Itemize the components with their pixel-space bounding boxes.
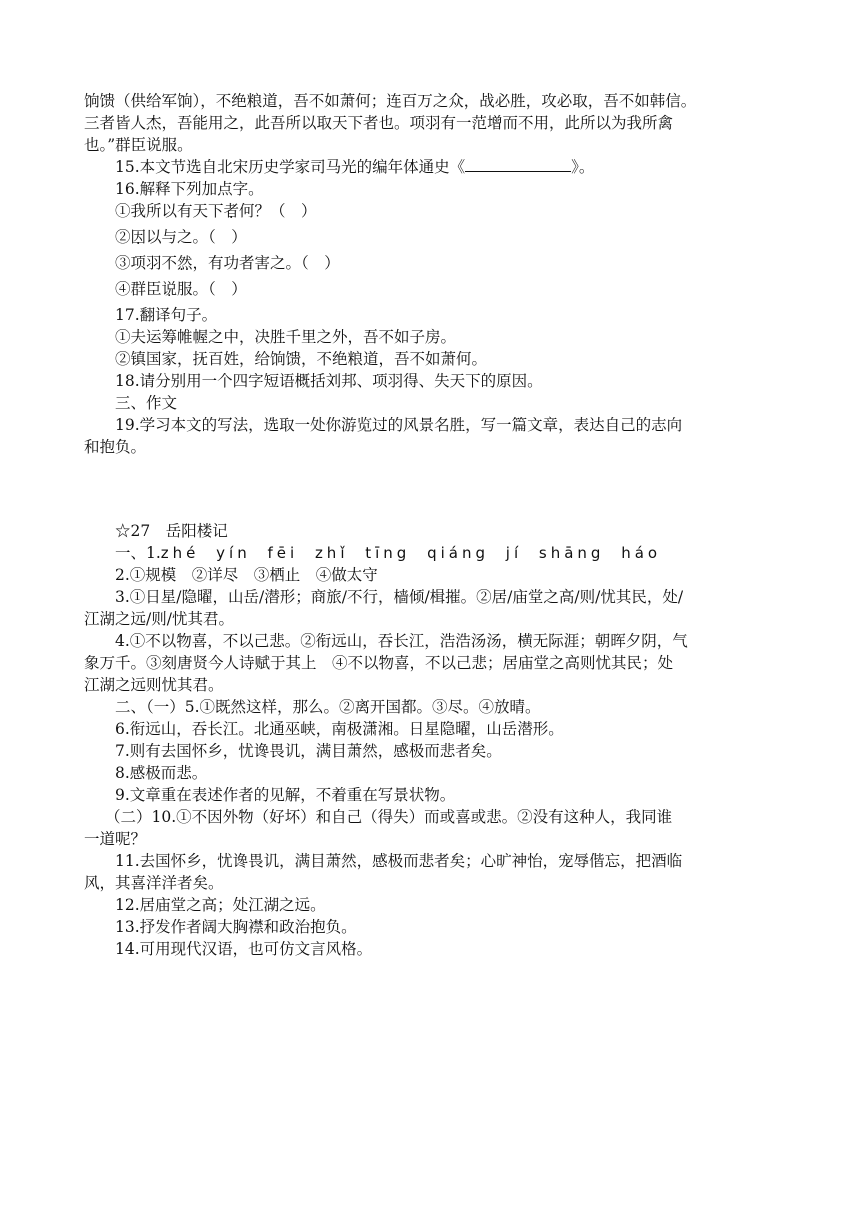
answer-9: 9.文章重在表述作者的见解，不着重在写景状物。: [115, 786, 456, 804]
dotted-char: 说: [161, 280, 178, 298]
answer-5: 二、（一）5.①既然这样，那么。②离开国都。③尽。④放晴。: [115, 698, 541, 716]
question-16-item-3: ③项羽不然 ··，有功者害之。（ ）: [84, 252, 776, 274]
answer-3: 3.①日星/隐曜，山岳/潜形；商旅/不行，樯倾/楫摧。②居/庙堂之高/则/忧其民，处/: [115, 588, 684, 606]
answer-4-cont: 江湖之远则忧其君。: [84, 676, 224, 694]
question-17: 17.翻译句子。: [115, 306, 218, 324]
answer-6: 6.衔远山，吞长江。北通巫峡，南极潇湘。日星隐曜，山岳潜形。: [115, 720, 564, 738]
question-16-item-1: ①我所以有天下者何？（ ）: [115, 202, 317, 220]
question-16: 16.解释下列加点字。: [115, 180, 264, 198]
question-17-item-1: ①夫运筹帷幄之中，决胜千里之外，吾不如子房。: [115, 328, 457, 346]
document-page: [84, 90, 776, 960]
answer-4-cont: 象万千。③刻唐贤今人诗赋于其上 ④不以物喜，不以己悲；居庙堂之高则忧其民；处: [84, 654, 674, 672]
part-3-heading: 三、作文: [115, 394, 178, 412]
passage-line: 也。”群臣说服。: [84, 136, 193, 154]
answer-1: 一、1.zhé yín fēi zhǐ tīng qiáng jí shāng háo: [115, 544, 662, 562]
answer-3-cont: 江湖之远/则/忧其君。: [84, 610, 234, 628]
answer-7: 7.则有去国怀乡，忧谗畏讥，满目萧然，感极而悲者矣。: [115, 742, 502, 760]
answer-14: 14.可用现代汉语，也可仿文言风格。: [115, 940, 373, 958]
pinyin-answers: zhé yín fēi zhǐ tīng qiáng jí shāng háo: [160, 544, 662, 562]
answer-10-cont: 一道呢？: [84, 830, 147, 848]
question-18: 18.请分别用一个四字短语概括刘邦、项羽得、失天下的原因。: [115, 372, 543, 390]
dotted-char: 然 ··: [177, 254, 193, 272]
passage-line: 三者皆人杰，吾能用之，此吾所以取天下者也。项羽有一范增而不用，此所以为我所禽: [84, 114, 674, 132]
answer-13: 13.抒发作者阔大胸襟和政治抱负。: [115, 918, 357, 936]
answer-blank: [465, 157, 571, 172]
question-16-item-4: ④群臣说服。（ ）: [115, 280, 247, 298]
dotted-char: 因: [130, 228, 147, 246]
question-17-item-2: ②镇国家，抚百姓，给饷馈，不绝粮道，吾不如萧何。: [115, 350, 488, 368]
answer-4: 4.①不以物喜，不以己悲。②衔远山，吞长江，浩浩汤汤，横无际涯；朝晖夕阴，气: [115, 632, 688, 650]
answer-10: （二）10.①不因外物（好坏）和自己（得失）而或喜或悲。②没有这种人，我同谁: [105, 808, 673, 826]
dotted-char: 者: [223, 202, 240, 220]
answer-11: 11.去国怀乡，忧谗畏讥，满目萧然，感极而悲者矣；心旷神怡，宠辱偕忘，把酒临: [115, 852, 683, 870]
passage-line: 饷馈（供给军饷），不绝粮道，吾不如萧何；连百万之众，战必胜，攻必取，吾不如韩信。: [84, 92, 697, 110]
question-19: 19.学习本文的写法，选取一处你游览过的风景名胜，写一篇文章，表达自己的志向: [115, 416, 683, 434]
question-15: 15.本文节选自北宋历史学家司马光的编年体通史《 》。: [115, 158, 595, 176]
answer-2: 2.①规模 ②详尽 ③栖止 ④做太守: [115, 566, 378, 584]
answer-11-cont: 风，其喜洋洋者矣。: [84, 874, 224, 892]
answer-8: 8.感极而悲。: [115, 764, 208, 782]
answers-title: ☆27 岳阳楼记: [115, 522, 228, 540]
answer-12: 12.居庙堂之高；处江湖之远。: [115, 896, 326, 914]
question-19-cont: 和抱负。: [84, 438, 147, 456]
question-16-item-2: ②因以与之。（ ）: [115, 228, 247, 246]
